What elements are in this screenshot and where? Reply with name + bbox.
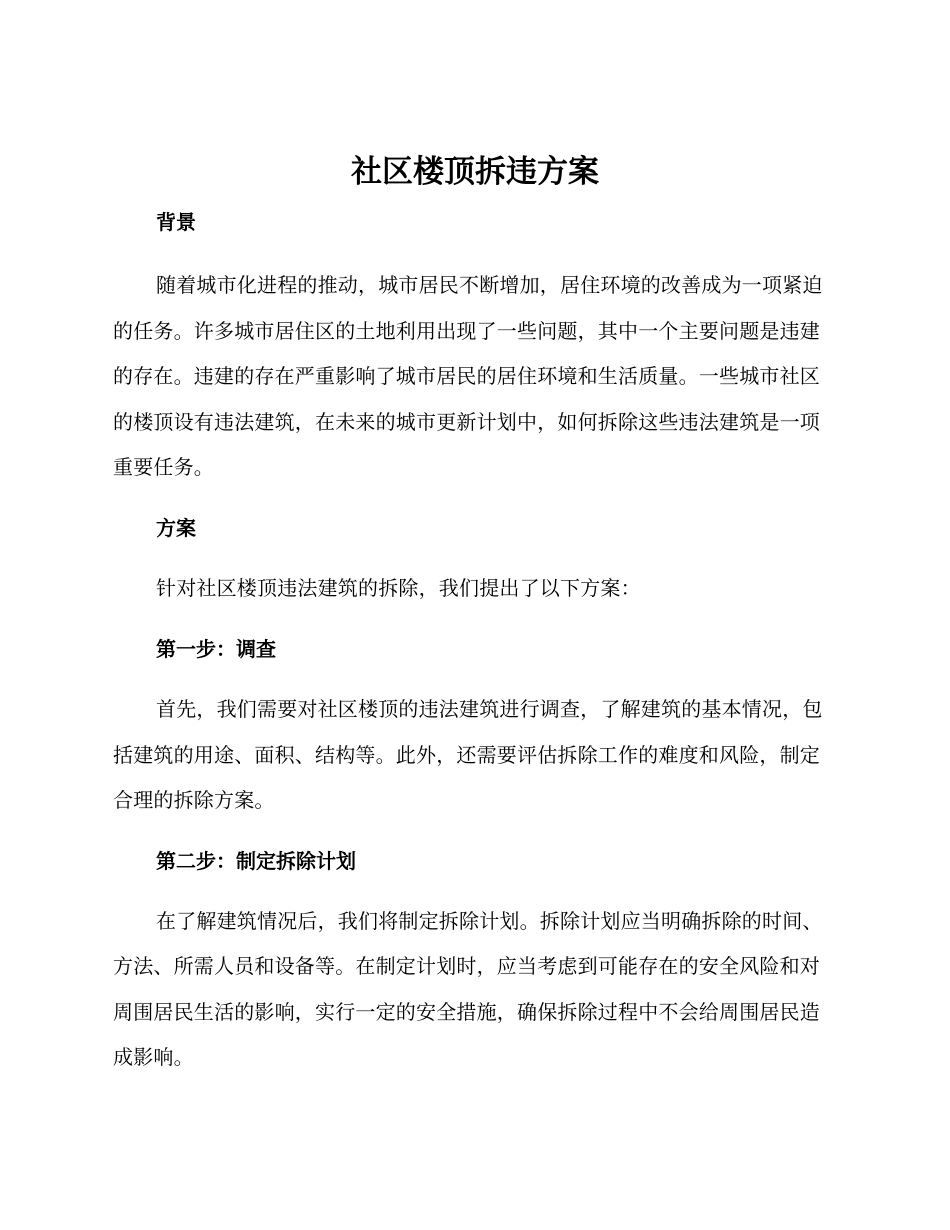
document-title: 社区楼顶拆违方案 bbox=[351, 154, 599, 190]
document-body bbox=[113, 200, 838, 1081]
section-heading-background: 背景 bbox=[156, 210, 196, 234]
section-paragraph-step1: 首先，我们需要对社区楼顶的违法建筑进行调查，了解建筑的基本情况，包括建筑的用途、面积、结构等。此外，还需要评估拆除工作的难度和风险，制定合理的拆除方案。 bbox=[113, 697, 823, 812]
section-paragraph-background: 随着城市化进程的推动，城市居民不断增加，居住环境的改善成为一项紧迫的任务。许多城市居住区的土地利用出现了一些问题，其中一个主要问题是违建的存在。违建的存在严重影响了城市居民的居住环境和生活质量。一些城市社区的楼顶设有违法建筑，在未来的城市更新计划中，如何拆除这些违法建筑是一项重要任务。 bbox=[113, 273, 823, 479]
section-heading-plan: 方案 bbox=[156, 515, 196, 540]
section-heading-step1: 第一步：调查 bbox=[156, 637, 276, 661]
section-heading-step2: 第二步：制定拆除计划 bbox=[156, 848, 356, 873]
section-paragraph-plan-intro: 针对社区楼顶违法建筑的拆除，我们提出了以下方案： bbox=[156, 575, 641, 600]
section-paragraph-step2: 在了解建筑情况后，我们将制定拆除计划。拆除计划应当明确拆除的时间、方法、所需人员和设备等。在制定计划时，应当考虑到可能存在的安全风险和对周围居民生活的影响，实行一定的安全措施，确保拆除过程中不会给周围居民造成影响。 bbox=[113, 908, 823, 1069]
